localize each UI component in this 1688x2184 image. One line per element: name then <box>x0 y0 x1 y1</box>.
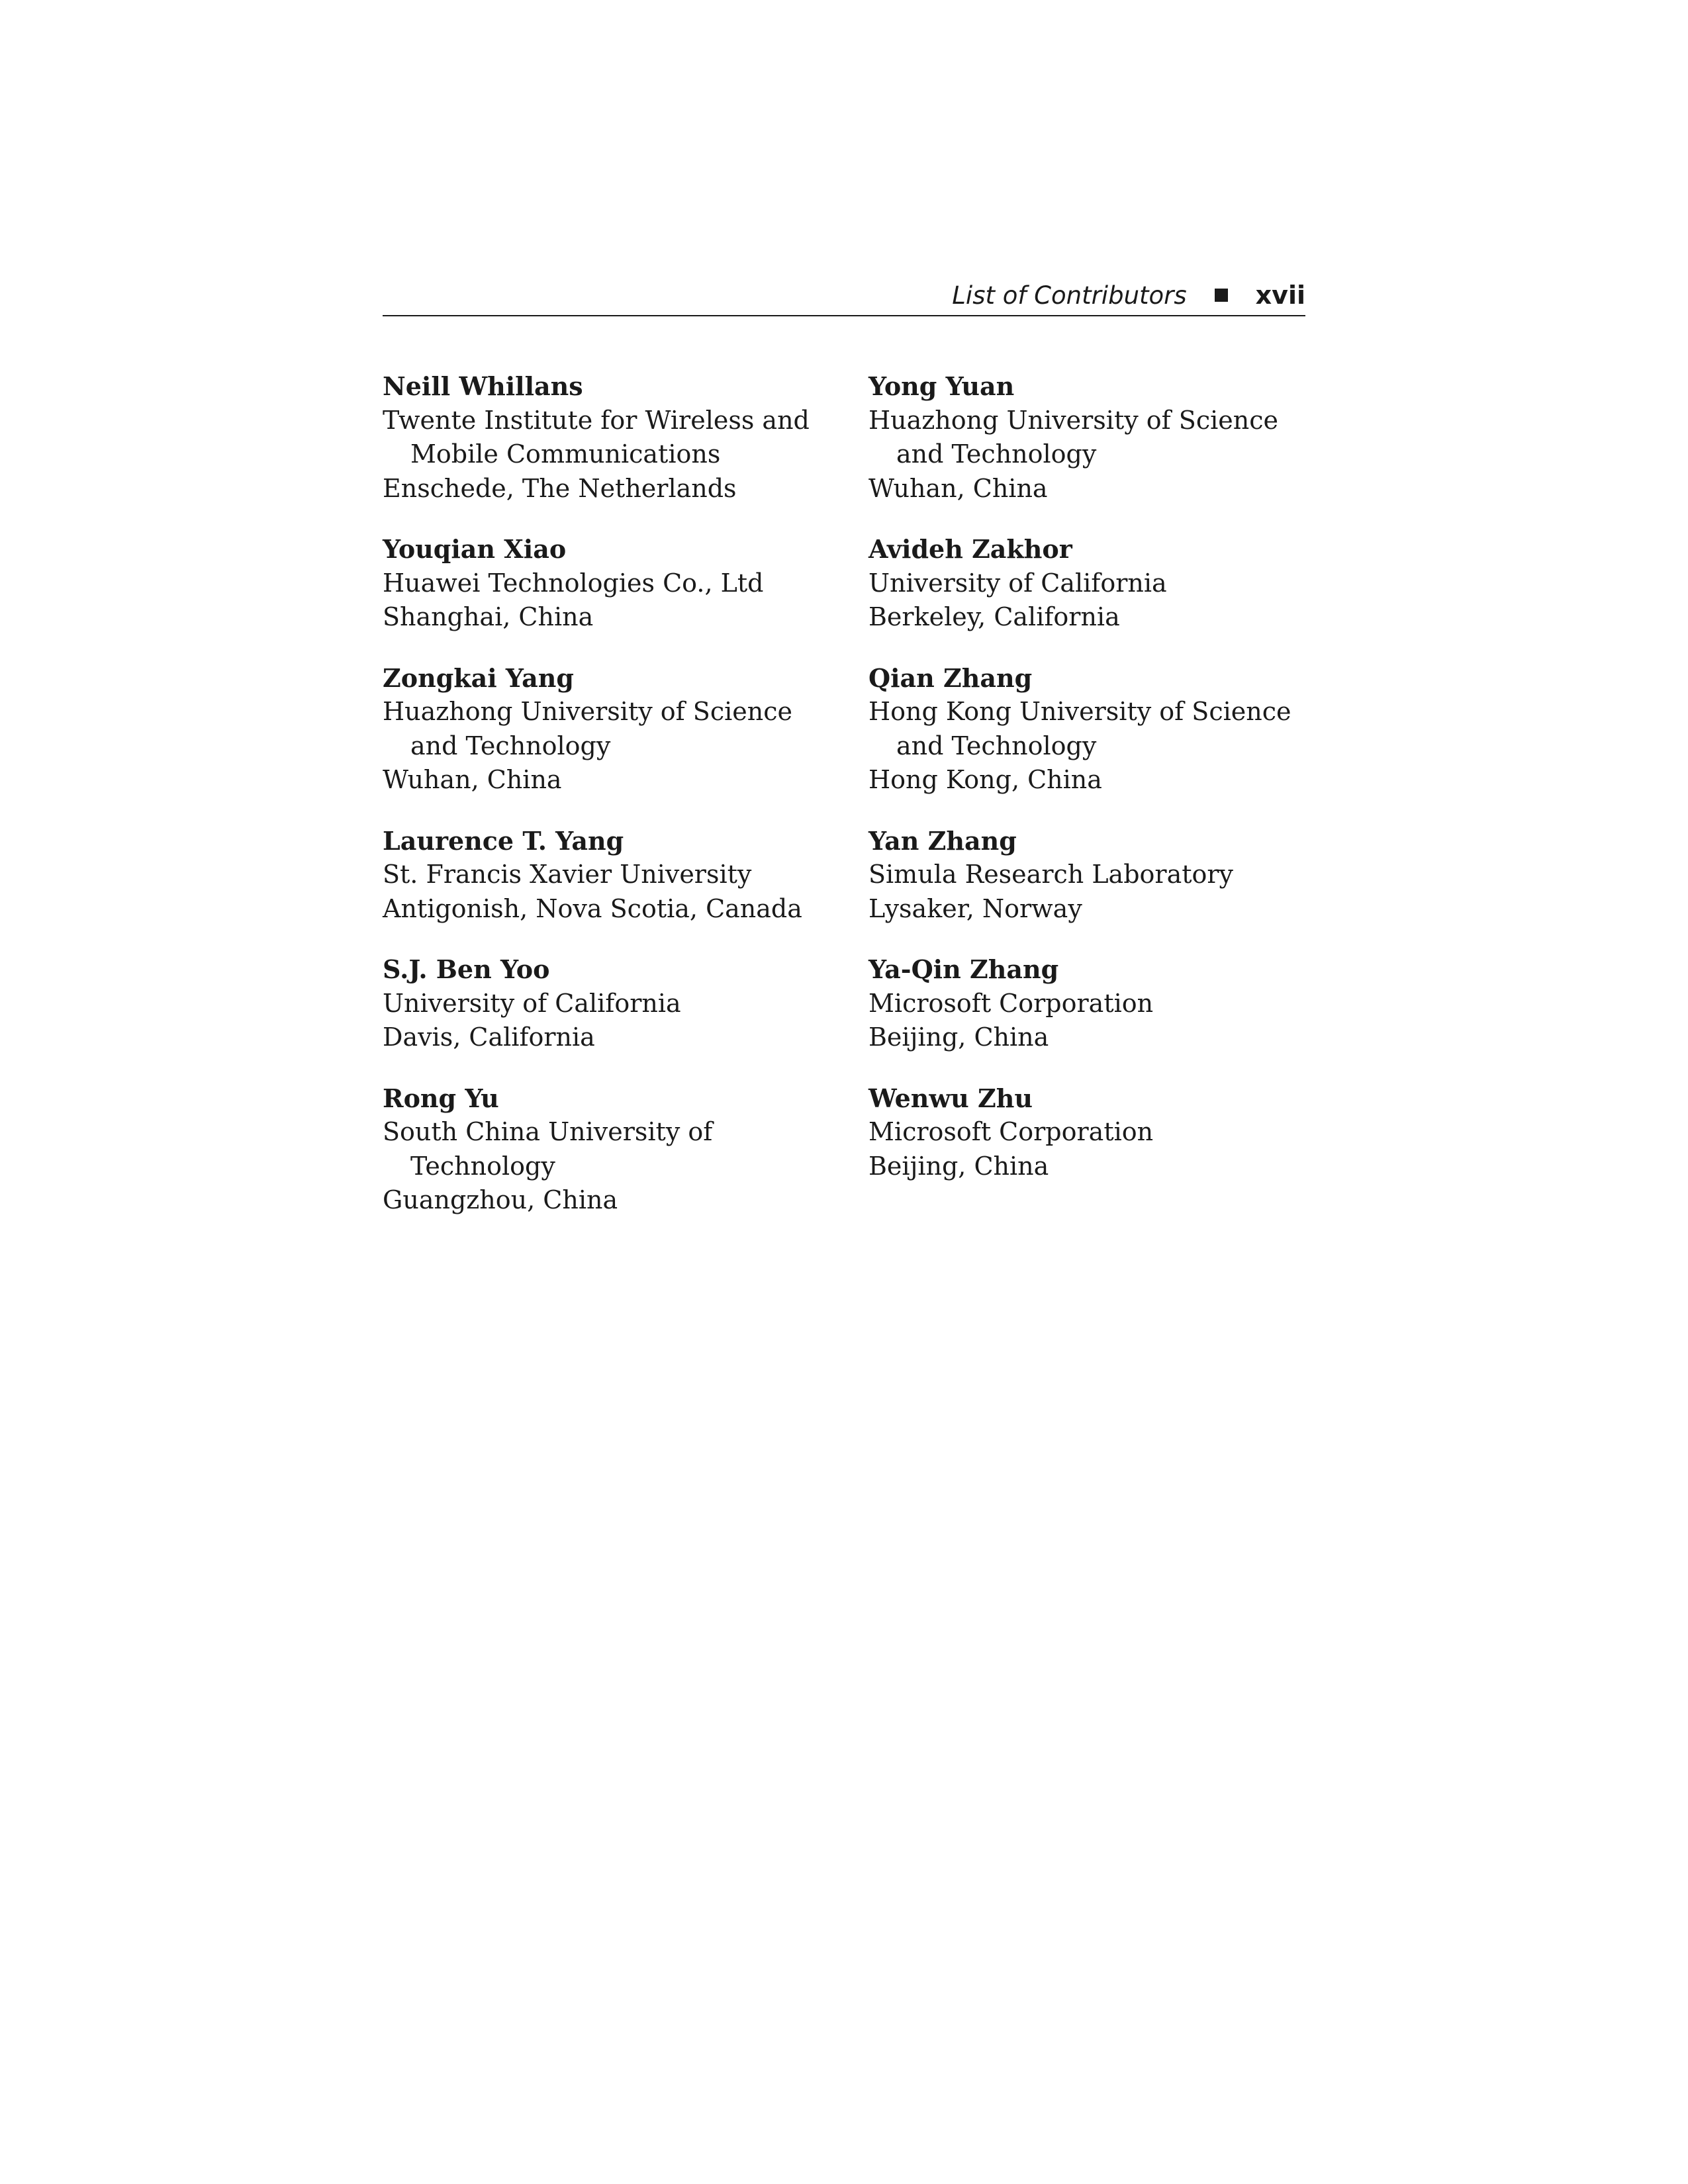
affiliation-line: Lysaker, Norway <box>868 893 1082 923</box>
affiliation-line: and Technology <box>896 731 1097 760</box>
contributor-name: Wenwu Zhu <box>868 1083 1033 1113</box>
affiliation-line: Enschede, The Netherlands <box>383 473 737 503</box>
contributor-entry <box>383 952 846 1055</box>
affiliation-line: Berkeley, California <box>868 602 1120 631</box>
contributor-entry <box>868 532 1332 635</box>
contributor-entry <box>868 369 1332 506</box>
contributors-column-right <box>868 369 1332 1210</box>
affiliation-line: Huazhong University of Science <box>868 405 1278 435</box>
contributor-entry <box>868 824 1332 927</box>
contributor-name: Youqian Xiao <box>383 534 567 564</box>
affiliation-line: Technology <box>410 1151 555 1181</box>
affiliation-line: Huawei Technologies Co., Ltd <box>383 568 764 598</box>
contributor-entry <box>383 1081 846 1218</box>
contributor-entry <box>868 661 1332 797</box>
affiliation-line: Beijing, China <box>868 1023 1049 1052</box>
contributor-name: Avideh Zakhor <box>868 534 1072 564</box>
affiliation-line: Microsoft Corporation <box>868 1117 1154 1146</box>
affiliation-line: Davis, California <box>383 1023 595 1052</box>
affiliation-line: Twente Institute for Wireless and <box>383 405 810 435</box>
contributor-name: Ya-Qin Zhang <box>868 954 1059 984</box>
contributor-name: S.J. Ben Yoo <box>383 954 550 984</box>
affiliation-line: University of California <box>383 988 681 1018</box>
contributor-entry <box>383 661 846 797</box>
affiliation-line: Wuhan, China <box>868 473 1048 503</box>
affiliation-line: Mobile Communications <box>410 439 721 469</box>
running-header-title: List of Contributors <box>952 281 1187 310</box>
affiliation-line: St. Francis Xavier University <box>383 860 752 889</box>
affiliation-line: Shanghai, China <box>383 602 594 631</box>
contributor-entry <box>383 824 846 927</box>
header-rule <box>383 315 1305 316</box>
contributor-entry <box>383 532 846 635</box>
contributor-name: Zongkai Yang <box>383 662 574 693</box>
contributor-name: Yong Yuan <box>868 371 1015 401</box>
affiliation-line: and Technology <box>896 439 1097 469</box>
affiliation-line: Beijing, China <box>868 1151 1049 1181</box>
contributor-entry <box>868 1081 1332 1184</box>
contributors-column-left <box>383 369 846 1244</box>
affiliation-line: University of California <box>868 568 1167 598</box>
affiliation-line: Huazhong University of Science <box>383 697 792 726</box>
contributor-name: Laurence T. Yang <box>383 825 624 856</box>
affiliation-line: Hong Kong, China <box>868 765 1102 794</box>
contributor-name: Neill Whillans <box>383 371 583 401</box>
square-bullet-icon <box>1215 289 1228 302</box>
affiliation-line: Antigonish, Nova Scotia, Canada <box>383 893 802 923</box>
page-number: xvii <box>1255 281 1305 310</box>
running-header <box>383 277 1305 314</box>
affiliation-line: Microsoft Corporation <box>868 988 1154 1018</box>
contributor-entry <box>868 952 1332 1055</box>
contributor-entry <box>383 369 846 506</box>
contributor-name: Rong Yu <box>383 1083 499 1113</box>
contributor-name: Yan Zhang <box>868 825 1017 856</box>
affiliation-line: Hong Kong University of Science <box>868 697 1291 726</box>
affiliation-line: Guangzhou, China <box>383 1185 618 1214</box>
affiliation-line: Simula Research Laboratory <box>868 860 1234 889</box>
contributor-name: Qian Zhang <box>868 662 1033 693</box>
affiliation-line: South China University of <box>383 1117 713 1146</box>
affiliation-line: Wuhan, China <box>383 765 562 794</box>
affiliation-line: and Technology <box>410 731 611 760</box>
